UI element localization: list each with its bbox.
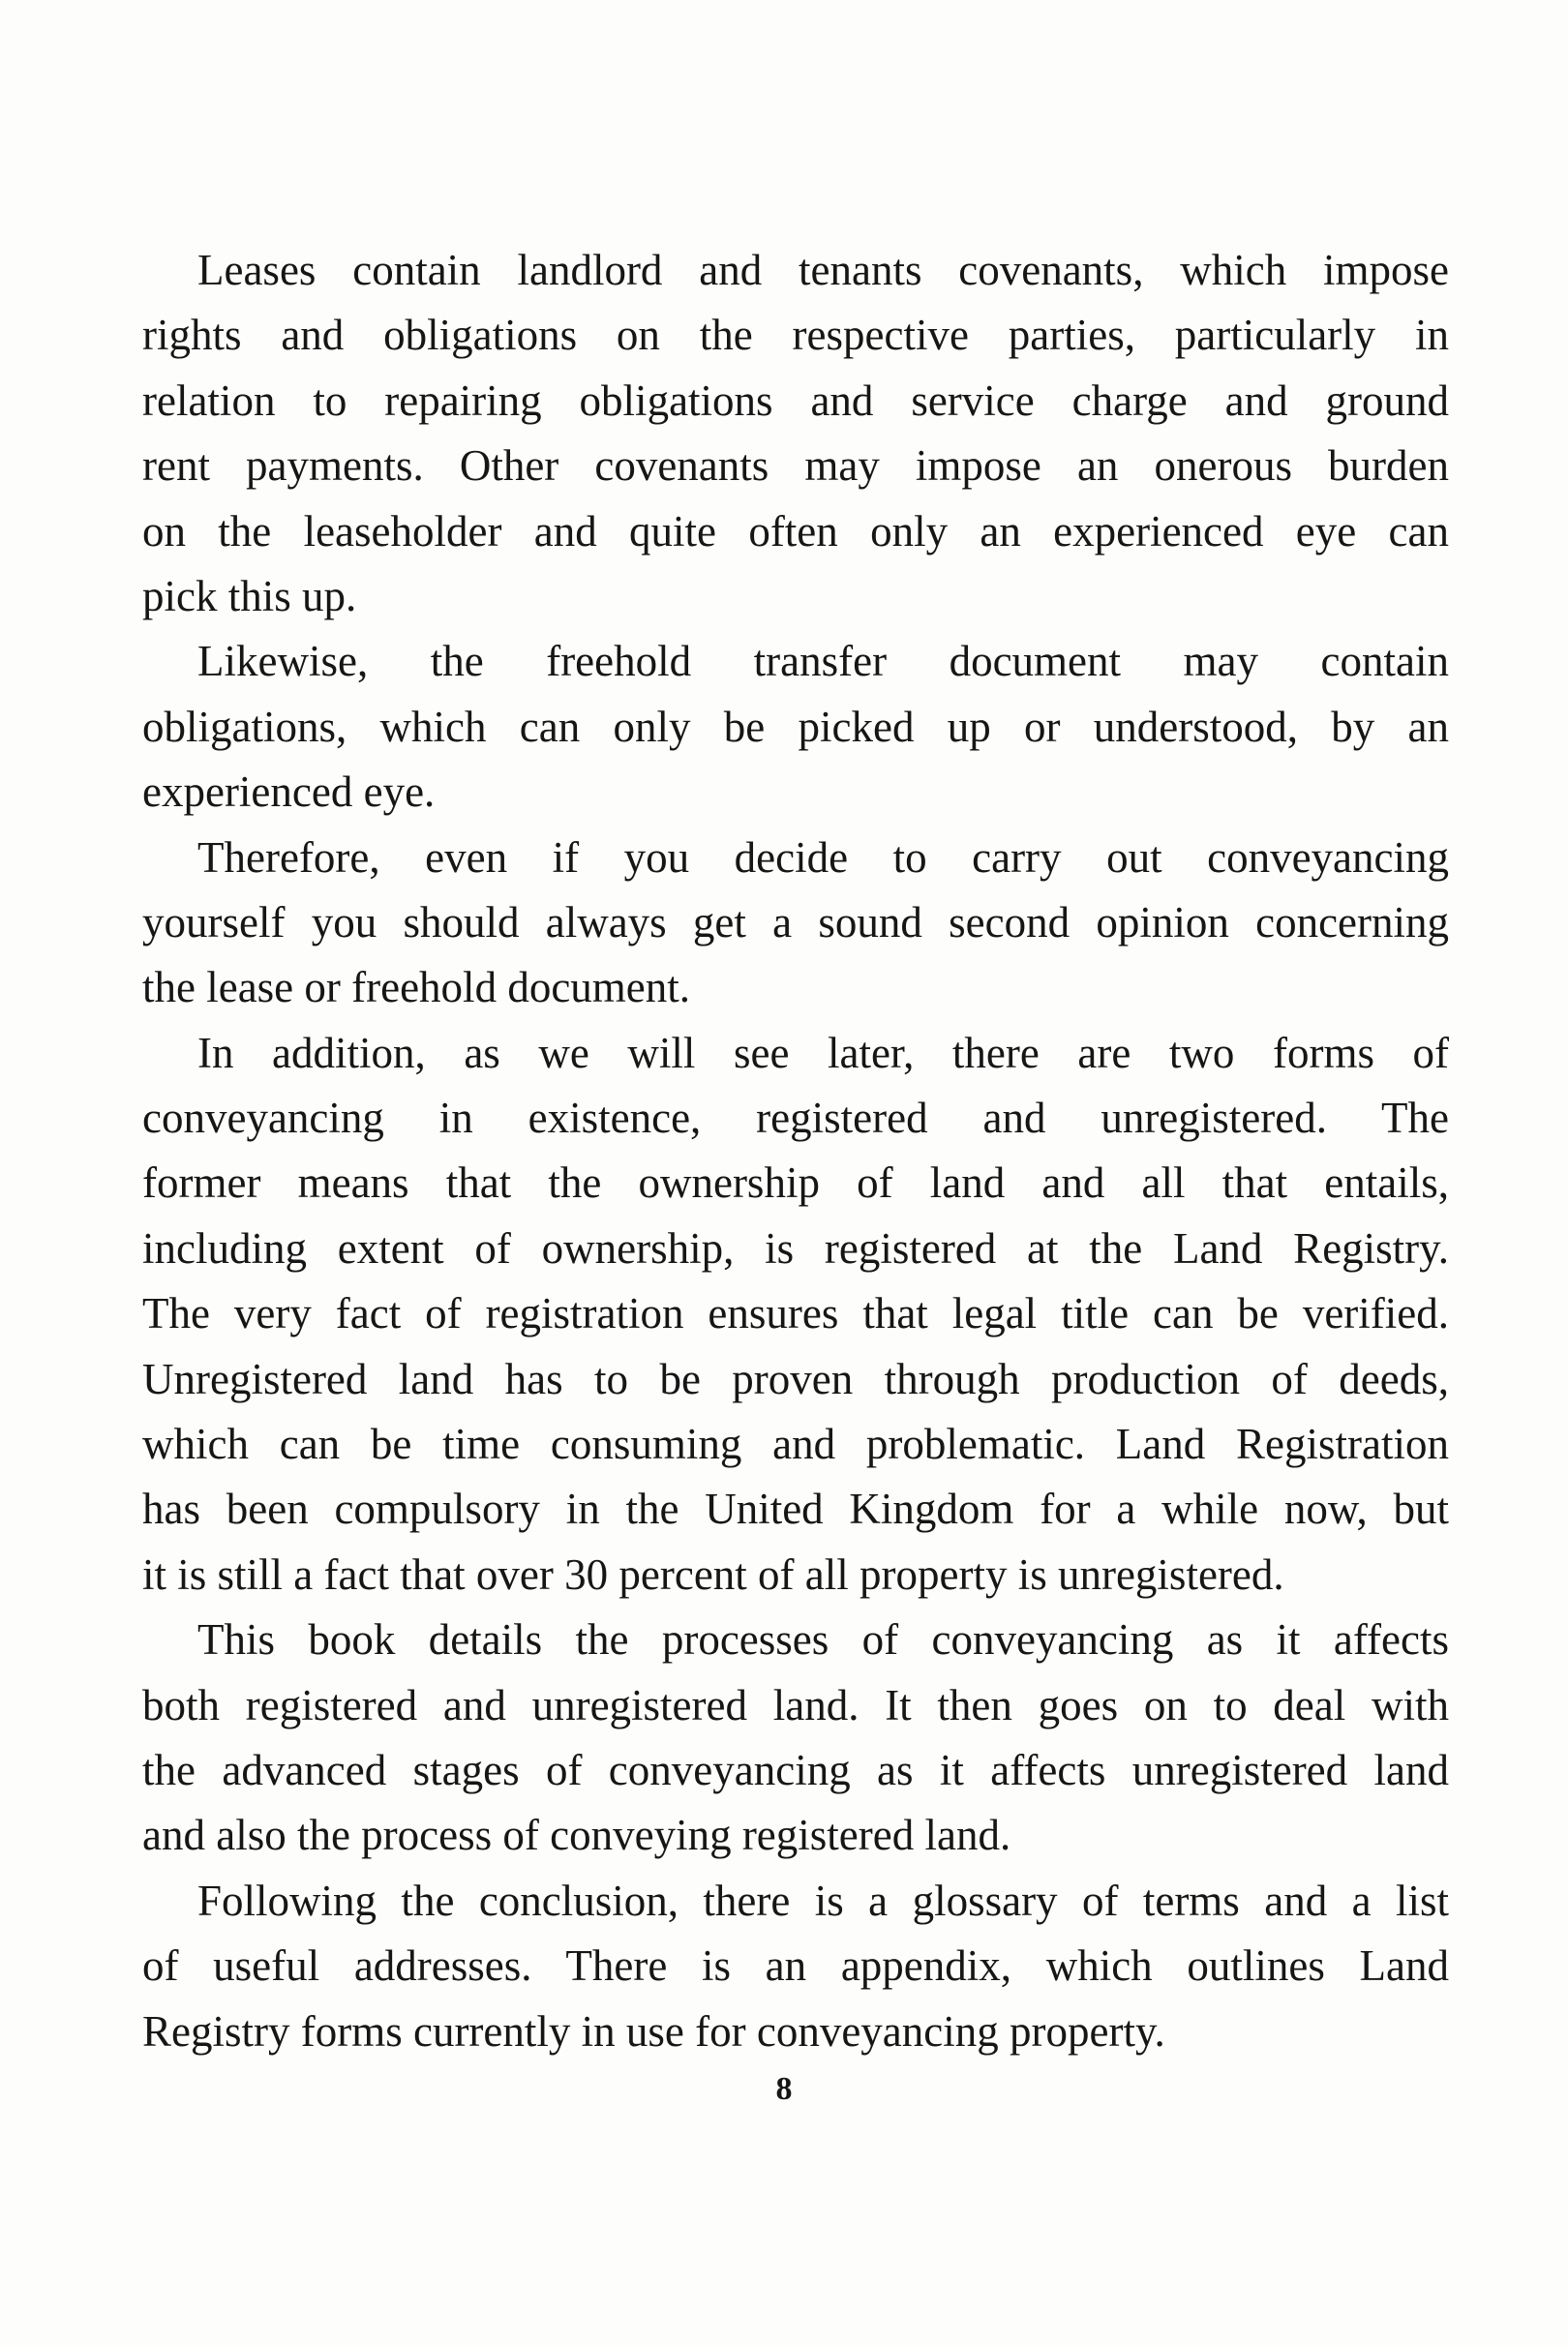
paragraph xyxy=(142,1021,1449,1608)
text-line: conveyancing in existence, registered and unregistered. The xyxy=(142,1094,1449,1143)
paragraph xyxy=(142,826,1449,1021)
paragraph xyxy=(142,1608,1449,1869)
text-line: obligations, which can only be picked up or understood, by an xyxy=(142,702,1449,751)
text-line: Therefore, even if you decide to carry out conveyancing xyxy=(197,832,1449,882)
paragraph xyxy=(142,1869,1449,2064)
text-line: experienced eye. xyxy=(142,767,436,817)
paragraph xyxy=(142,629,1449,825)
text-line: on the leaseholder and quite often only an experienced eye can xyxy=(142,506,1449,556)
text-line: In addition, as we will see later, there are two forms of xyxy=(197,1028,1449,1077)
paragraph xyxy=(142,238,1449,629)
text-line: Likewise, the freehold transfer document may contain xyxy=(197,637,1449,686)
text-line: Unregistered land has to be proven through production of deeds, xyxy=(142,1354,1449,1403)
text-line: Registry forms currently in use for conveyancing property. xyxy=(142,2006,1165,2056)
page-body xyxy=(142,238,1449,2064)
text-line: This book details the processes of conveyancing as it affects xyxy=(197,1615,1449,1665)
text-line: including extent of ownership, is registered at the Land Registry. xyxy=(142,1223,1449,1273)
text-line: rent payments. Other covenants may impose an onerous burden xyxy=(142,441,1449,491)
text-line: Leases contain landlord and tenants covenants, which impose xyxy=(197,246,1449,294)
text-line: yourself you should always get a sound second opinion concerning xyxy=(142,897,1449,947)
text-line: pick this up. xyxy=(142,571,357,620)
text-line: Following the conclusion, there is a glossary of terms and a list xyxy=(197,1876,1449,1925)
text-line: former means that the ownership of land and all that entails, xyxy=(142,1158,1449,1208)
page-number: 8 xyxy=(775,2071,793,2107)
text-line: the advanced stages of conveyancing as it affects unregistered land xyxy=(142,1745,1449,1794)
text-line: which can be time consuming and problematic. Land Registration xyxy=(142,1420,1449,1469)
text-line: has been compulsory in the United Kingdom for a while now, but xyxy=(142,1485,1449,1534)
text-line: both registered and unregistered land. It then goes on to deal with xyxy=(142,1680,1449,1729)
text-line: it is still a fact that over 30 percent of all property is unregistered. xyxy=(142,1549,1284,1599)
text-line: relation to repairing obligations and service charge and ground xyxy=(142,376,1449,425)
text-line: of useful addresses. There is an appendix, which outlines Land xyxy=(142,1941,1449,1991)
text-line: The very fact of registration ensures that legal title can be verified. xyxy=(142,1289,1449,1338)
text-line: rights and obligations on the respective parties, particularly in xyxy=(142,311,1449,360)
text-line: and also the process of conveying registered land. xyxy=(142,1811,1011,1860)
text-line: the lease or freehold document. xyxy=(142,963,691,1012)
